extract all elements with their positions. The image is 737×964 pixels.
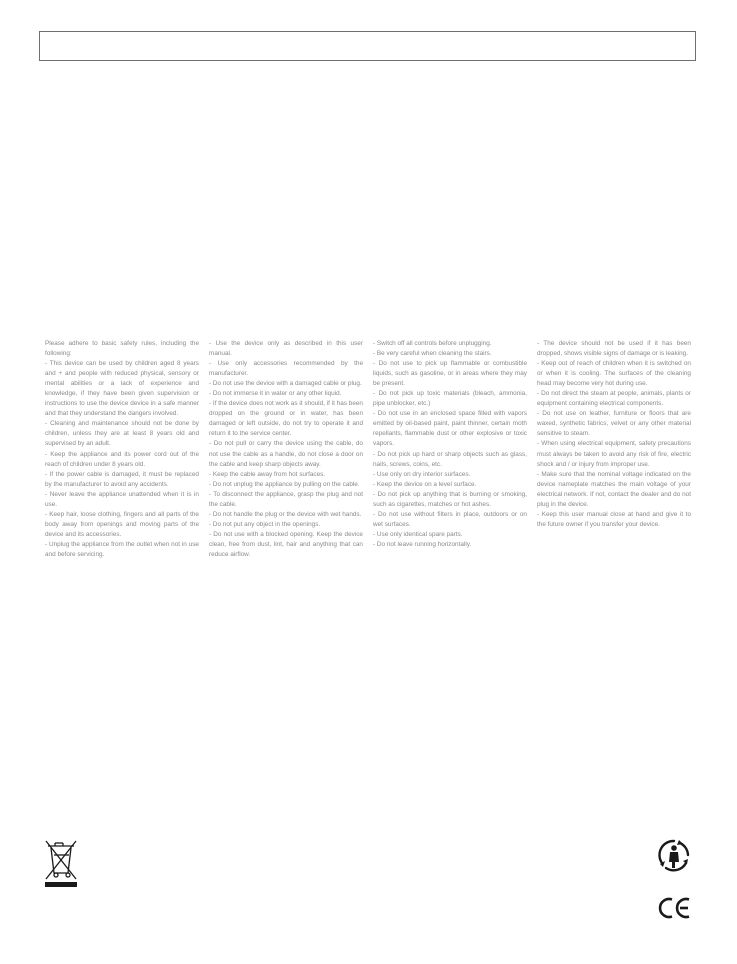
safety-line: - Do not use on leather, furniture or floors that are waxed, synthetic fabrics, velvet or any other material sensitive to steam. — [537, 410, 691, 438]
header-box — [39, 31, 696, 61]
safety-line: - Do not direct the steam at people, animals, plants or equipment containing electrical components. — [537, 390, 691, 408]
safety-column-4 — [537, 339, 691, 530]
safety-line: - Do not use to pick up flammable or combustible liquids, such as gasoline, or in areas where they may be present. — [373, 360, 527, 388]
safety-line: - Keep the cable away from hot surfaces. — [209, 470, 326, 478]
safety-line: - Unplug the appliance from the outlet when not in use and before servicing. — [45, 540, 199, 558]
safety-line: - Do not pick up toxic materials (bleach, ammonia, pipe unblocker, etc.) — [373, 390, 527, 408]
safety-line: - Do not pick up anything that is burning or smoking, such as cigarettes, matches or hot ashes. — [373, 490, 527, 508]
safety-line: - Do not use without filters in place, outdoors or on wet surfaces. — [373, 510, 527, 528]
safety-line: - This device can be used by children aged 8 years and + and people with reduced physical, sensory or mental abilities or a lack of experience and knowledge, if they have been given supervision or instructions to use the device device in a safe manner and that they understand the dangers involved. — [45, 360, 199, 418]
safety-column-1 — [45, 339, 199, 560]
safety-line: - Do not use with a blocked opening. Keep the device clean, free from dust, lint, hair and anything that can reduce airflow. — [209, 530, 363, 558]
safety-line: - Keep out of reach of children when it is switched on or when it is cooling. The surfaces of the cleaning head may become very hot during use. — [537, 360, 691, 388]
crossed-out-wheelie-bin-icon — [43, 838, 79, 888]
safety-line: - Use only identical spare parts. — [373, 530, 463, 538]
safety-line: - Make sure that the nominal voltage indicated on the device nameplate matches the main voltage of your electrical network. If not, contact the dealer and do not plug in the device. — [537, 470, 691, 508]
safety-column-3 — [373, 339, 527, 550]
safety-line: - Do not unplug the appliance by pulling on the cable. — [209, 480, 360, 488]
safety-line: - Do not pick up hard or sharp objects such as glass, nails, screws, coins, etc. — [373, 450, 527, 468]
safety-line: - When using electrical equipment, safety precautions must always be taken to avoid any risk of fire, electric shock and / or injury from improper use. — [537, 440, 691, 468]
safety-column-2 — [209, 339, 363, 560]
safety-line: - Do not put any object in the openings. — [209, 520, 321, 528]
safety-line: - To disconnect the appliance, grasp the plug and not the cable. — [209, 490, 363, 508]
safety-line: - Be very careful when cleaning the stairs. — [373, 350, 492, 358]
triman-recycling-icon — [656, 837, 692, 873]
safety-line: - Do not handle the plug or the device with wet hands. — [209, 510, 362, 518]
safety-line: - Do not pull or carry the device using the cable, do not use the cable as a handle, do not close a door on the cable and keep sharp objects away. — [209, 440, 363, 468]
safety-line: - Do not immerse it in water or any other liquid. — [209, 390, 342, 398]
safety-line: Please adhere to basic safety rules, including the following: — [45, 340, 199, 358]
safety-line: - Do not use in an enclosed space filled with vapors emitted by oil-based paint, paint thinner, certain moth repellants, flammable dust or other explosive or toxic vapors. — [373, 410, 527, 448]
ce-mark-icon — [656, 896, 692, 920]
safety-line: - Keep hair, loose clothing, fingers and all parts of the body away from openings and moving parts of the device and its accessories. — [45, 510, 199, 538]
safety-line: - Switch off all controls before unplugging. — [373, 340, 492, 347]
safety-line: - If the device does not work as it should, if it has been dropped on the ground or in water, has been damaged or left outside, do not try to operate it and return it to the service center. — [209, 400, 363, 438]
safety-line: - The device should not be used if it has been dropped, shows visible signs of damage or is leaking. — [537, 340, 691, 358]
safety-line: - Cleaning and maintenance should not be done by children, unless they are at least 8 years old and supervised by an adult. — [45, 420, 199, 448]
safety-line: - Use only accessories recommended by the manufacturer. — [209, 360, 363, 378]
safety-line: - Do not use the device with a damaged cable or plug. — [209, 380, 362, 388]
safety-line: - Do not leave running horizontally. — [373, 540, 472, 548]
safety-line: - Use the device only as described in this user manual. — [209, 340, 363, 358]
safety-line: - Use only on dry interior surfaces. — [373, 470, 471, 478]
safety-line: - Keep the device on a level surface. — [373, 480, 477, 488]
safety-line: - Keep this user manual close at hand and give it to the future owner if you transfer your device. — [537, 510, 691, 528]
safety-line: - Keep the appliance and its power cord out of the reach of children under 8 years old. — [45, 450, 199, 468]
safety-line: - Never leave the appliance unattended when it is in use. — [45, 490, 199, 508]
safety-line: - If the power cable is damaged, it must be replaced by the manufacturer to avoid any accidents. — [45, 470, 199, 488]
